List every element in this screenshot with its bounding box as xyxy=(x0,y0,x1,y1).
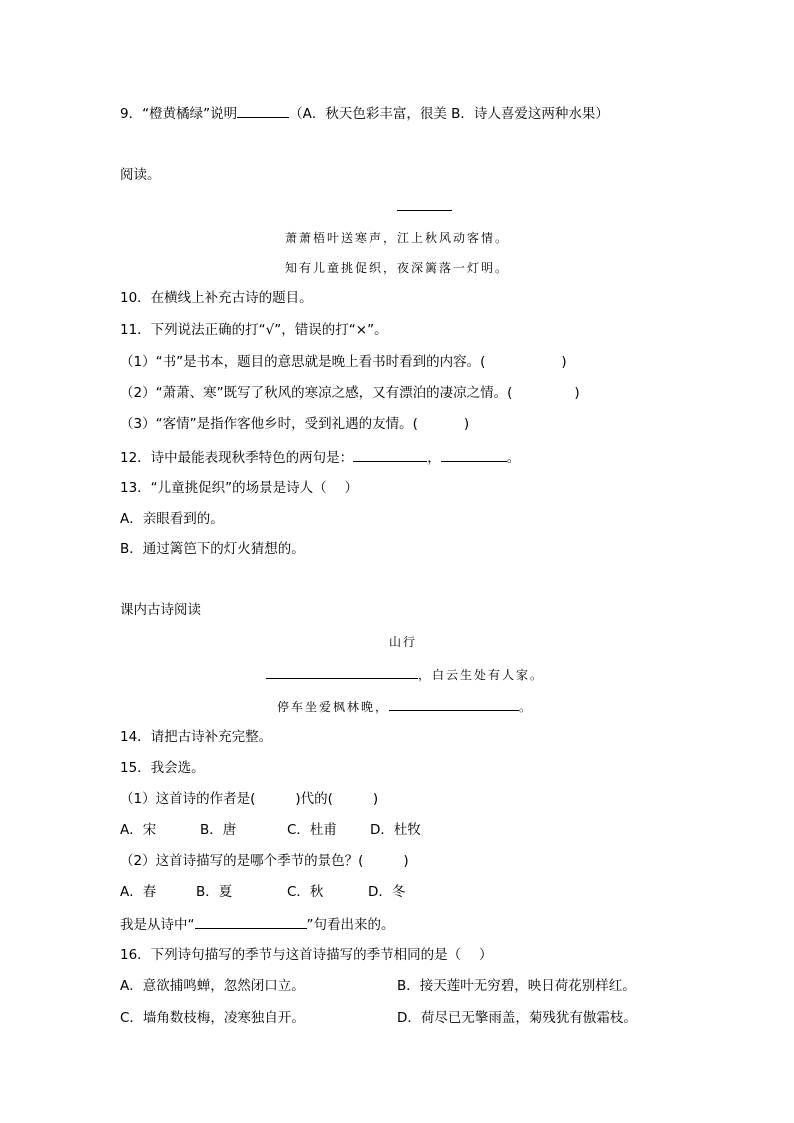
poem-line xyxy=(277,696,533,716)
item-text: （3）“客情”是指作客他乡时，受到礼遇的友情。( xyxy=(120,416,418,432)
line-text: 停车坐爱枫林晚， xyxy=(277,700,390,714)
answer-blank[interactable] xyxy=(195,914,307,929)
item-text: （2）“萧萧、寒”既写了秋风的寒凉之感，又有漂泊的凄凉之情。( xyxy=(120,385,513,401)
answer-blank[interactable] xyxy=(237,103,289,118)
option-d[interactable]: D．荷尽已无擎雨盖，菊残犹有傲霜枝。 xyxy=(397,1010,637,1026)
q11-item-3 xyxy=(120,415,469,433)
question-11: 11．下列说法正确的打“√”，错误的打“×”。 xyxy=(120,322,388,338)
sub-text: )代的( xyxy=(295,791,333,807)
question-14: 14．请把古诗补充完整。 xyxy=(120,729,273,745)
answer-blank[interactable] xyxy=(441,447,507,462)
line-text: ，白云生处有人家。 xyxy=(418,668,545,682)
q15-source-line xyxy=(120,914,395,934)
option-a[interactable]: A．亲眼看到的。 xyxy=(120,511,224,527)
text: 我是从诗中“ xyxy=(120,917,195,933)
close-paren: ) xyxy=(372,791,379,807)
option-d[interactable]: D．杜牧 xyxy=(370,822,421,838)
q15-sub-1 xyxy=(120,790,378,808)
option-c[interactable]: C．秋 xyxy=(287,884,324,900)
q9-text: 9．“橙黄橘绿”说明 xyxy=(120,106,238,122)
sub-text: （1）这首诗的作者是( xyxy=(120,791,256,807)
q12-text: 12．诗中最能表现秋季特色的两句是： xyxy=(120,450,354,466)
option-b[interactable]: B．夏 xyxy=(196,884,233,900)
option-c[interactable]: C．墙角数枝梅，凌寒独自开。 xyxy=(120,1010,305,1026)
q9-options: （A．秋天色彩丰富，很美 B．诗人喜爱这两种水果） xyxy=(289,106,609,122)
close-paren: ) xyxy=(403,853,409,869)
option-b[interactable]: B．通过篱笆下的灯火猜想的。 xyxy=(120,541,305,557)
option-d[interactable]: D．冬 xyxy=(368,884,406,900)
sub-text: （2）这首诗描写的是哪个季节的景色？( xyxy=(120,853,364,869)
poem-title: 山行 xyxy=(389,635,418,649)
answer-blank[interactable] xyxy=(266,664,418,679)
q11-item-2 xyxy=(120,384,580,402)
option-a[interactable]: A．春 xyxy=(120,884,157,900)
poem-title-blank[interactable] xyxy=(397,198,452,211)
option-a[interactable]: A．宋 xyxy=(120,822,157,838)
q11-item-1 xyxy=(120,353,567,371)
reading-heading: 阅读。 xyxy=(120,167,161,183)
separator: ， xyxy=(427,450,441,466)
answer-blank[interactable] xyxy=(389,696,519,711)
q15-sub-2 xyxy=(120,852,409,870)
close-paren: ) xyxy=(463,416,470,432)
poem-line xyxy=(266,664,544,684)
question-13: 13．“儿童挑促织”的场景是诗人（ ） xyxy=(120,480,358,496)
period: 。 xyxy=(519,700,534,714)
item-text: （1）“书”是书本，题目的意思就是晚上看书时看到的内容。( xyxy=(120,354,486,370)
answer-blank[interactable] xyxy=(353,447,427,462)
question-10: 10．在横线上补充古诗的题目。 xyxy=(120,290,313,306)
close-paren: ) xyxy=(574,385,580,401)
poem-line: 萧萧梧叶送寒声，江上秋风动客情。 xyxy=(285,231,510,245)
option-b[interactable]: B．唐 xyxy=(200,822,237,838)
reading-heading: 课内古诗阅读 xyxy=(120,602,201,618)
poem-line: 知有儿童挑促织，夜深篱落一灯明。 xyxy=(285,261,510,275)
question-16: 16．下列诗句描写的季节与这首诗描写的季节相同的是（ ） xyxy=(120,947,493,963)
question-9 xyxy=(120,103,609,123)
text: ”句看出来的。 xyxy=(306,917,395,933)
question-12 xyxy=(120,447,520,467)
close-paren: ) xyxy=(561,354,567,370)
period: 。 xyxy=(506,450,521,466)
option-c[interactable]: C．杜甫 xyxy=(287,822,337,838)
question-15: 15．我会选。 xyxy=(120,760,205,776)
option-b[interactable]: B．接天莲叶无穷碧，映日荷花别样红。 xyxy=(397,978,636,994)
option-a[interactable]: A．意欲捕鸣蝉，忽然闭口立。 xyxy=(120,978,305,994)
